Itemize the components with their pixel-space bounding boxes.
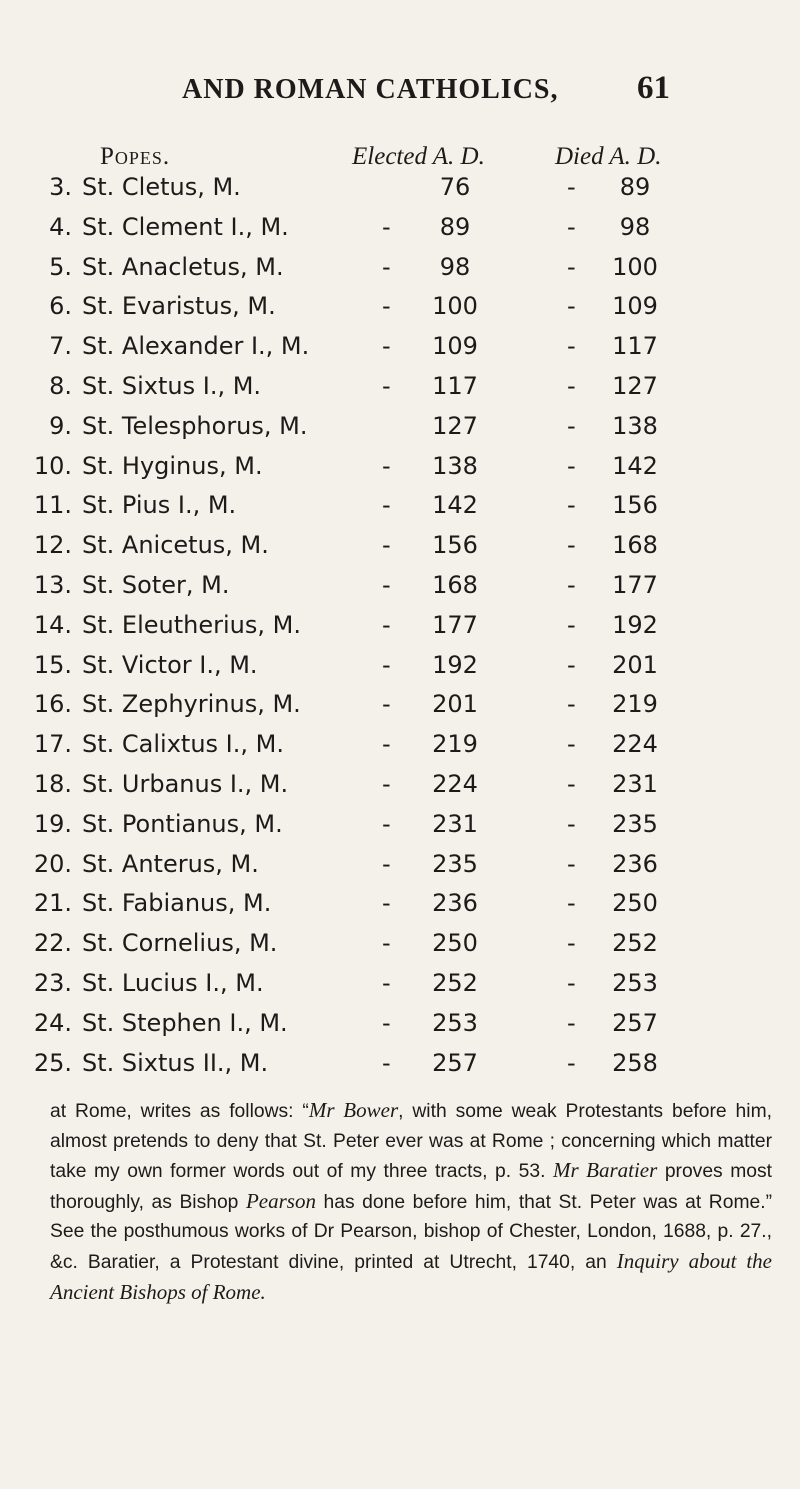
separator-dash: - — [567, 173, 576, 201]
pope-number: 19. — [33, 809, 72, 838]
note-text: has done before him, that St. Peter was at Rome.” See the posthumous works of Dr Pearson, bishop of Chester, London, 1688, p. 27., &c. Baratier, a Protestant divine, printed at Utrecht, 1740, an — [50, 1191, 773, 1273]
separator-dash: - — [567, 252, 576, 281]
table-row — [0, 328, 800, 368]
pope-name: St. Stephen I., M. — [82, 1008, 288, 1037]
table-row — [0, 846, 800, 886]
pope-number: 9. — [49, 411, 72, 440]
table-row — [0, 726, 800, 766]
died-year: 109 — [612, 292, 658, 321]
table-row — [0, 368, 800, 408]
table-row — [0, 209, 800, 249]
note-text: at Rome, writes as follows: “ — [50, 1101, 309, 1122]
elected-year: 100 — [432, 292, 478, 321]
pope-name: St. Anterus, M. — [82, 849, 259, 878]
pope-number: 21. — [33, 889, 72, 918]
died-year: 257 — [612, 1008, 658, 1037]
pope-number: 13. — [33, 570, 72, 599]
separator-dash: - — [567, 889, 576, 918]
separator-dash: - — [567, 411, 576, 440]
elected-year: 236 — [432, 889, 478, 918]
column-header-popes: Popes. — [100, 143, 171, 170]
table-row — [0, 806, 800, 846]
page-header — [0, 70, 800, 110]
pope-name: St. Sixtus I., M. — [82, 371, 262, 400]
pope-number: 6. — [49, 292, 72, 321]
pope-number: 4. — [49, 212, 72, 241]
died-year: 201 — [612, 650, 658, 679]
leader-dash: - — [382, 531, 391, 560]
died-year: 127 — [612, 371, 658, 400]
elected-year: 257 — [432, 1048, 478, 1077]
note-italic: Inquiry about the Ancient Bishops of Rome. — [50, 1248, 773, 1304]
pope-number: 20. — [33, 849, 72, 878]
leader-dash: - — [382, 371, 391, 400]
note-italic: Mr Baratier — [553, 1158, 658, 1183]
died-year: 258 — [612, 1048, 658, 1077]
pope-number: 23. — [33, 968, 72, 997]
pope-number: 15. — [33, 650, 72, 679]
pope-number: 14. — [33, 610, 72, 639]
elected-year: 127 — [432, 411, 478, 440]
separator-dash: - — [567, 451, 576, 480]
separator-dash: - — [567, 1008, 576, 1037]
table-row — [0, 965, 800, 1005]
table-row — [0, 169, 800, 209]
pope-name: St. Alexander I., M. — [82, 332, 310, 361]
leader-dash: - — [382, 1048, 391, 1077]
pope-number: 11. — [33, 491, 72, 520]
pope-name: St. Clement I., M. — [82, 212, 289, 241]
died-year: 224 — [612, 730, 658, 759]
table-row — [0, 1045, 800, 1085]
elected-year: 235 — [432, 849, 478, 878]
elected-year: 142 — [432, 491, 478, 520]
pope-name: St. Urbanus I., M. — [82, 769, 289, 798]
pope-name: St. Telesphorus, M. — [82, 411, 308, 440]
table-row — [0, 288, 800, 328]
table-row — [0, 607, 800, 647]
elected-year: 109 — [432, 332, 478, 361]
pope-name: St. Evaristus, M. — [82, 292, 276, 321]
died-year: 231 — [612, 769, 658, 798]
pope-name: St. Cletus, M. — [82, 173, 241, 201]
died-year: 253 — [612, 968, 658, 997]
separator-dash: - — [567, 212, 576, 241]
table-row — [0, 925, 800, 965]
separator-dash: - — [567, 690, 576, 719]
elected-year: 252 — [432, 968, 478, 997]
leader-dash: - — [382, 889, 391, 918]
leader-dash: - — [382, 252, 391, 281]
footnote-paragraph — [50, 1096, 772, 1308]
died-year: 156 — [612, 491, 658, 520]
pope-name: St. Anacletus, M. — [82, 252, 284, 281]
pope-name: St. Cornelius, M. — [82, 929, 278, 958]
elected-year: 224 — [432, 769, 478, 798]
pope-name: St. Soter, M. — [82, 570, 230, 599]
separator-dash: - — [567, 849, 576, 878]
pope-number: 24. — [33, 1008, 72, 1037]
separator-dash: - — [567, 929, 576, 958]
leader-dash: - — [382, 968, 391, 997]
died-year: 192 — [612, 610, 658, 639]
died-year: 177 — [612, 570, 658, 599]
separator-dash: - — [567, 730, 576, 759]
table-row — [0, 766, 800, 806]
separator-dash: - — [567, 570, 576, 599]
separator-dash: - — [567, 610, 576, 639]
pope-name: St. Eleutherius, M. — [82, 610, 301, 639]
column-header-died: Died A. D. — [555, 143, 662, 170]
died-year: 168 — [612, 531, 658, 560]
elected-year: 250 — [432, 929, 478, 958]
pope-name: St. Anicetus, M. — [82, 531, 269, 560]
separator-dash: - — [567, 809, 576, 838]
leader-dash: - — [382, 650, 391, 679]
table-row — [0, 1005, 800, 1045]
pope-number: 7. — [49, 332, 72, 361]
died-year: 89 — [619, 173, 651, 201]
elected-year: 231 — [432, 809, 478, 838]
pope-number: 16. — [33, 690, 72, 719]
note-text: proves most thoroughly, as Bishop — [50, 1161, 773, 1213]
column-header-elected: Elected A. D. — [352, 143, 485, 170]
died-year: 235 — [612, 809, 658, 838]
died-year: 219 — [612, 690, 658, 719]
note-text: , with some weak Protestants before him, almost pretends to deny that St. Peter ever was at Rome ; concerning which matter take my own former words out of my three tracts, p. 53. — [50, 1101, 772, 1183]
note-italic: Mr Bower — [308, 1098, 399, 1122]
separator-dash: - — [567, 769, 576, 798]
pope-number: 5. — [49, 252, 72, 281]
pope-name: St. Victor I., M. — [82, 650, 258, 679]
leader-dash: - — [382, 292, 391, 321]
died-year: 117 — [612, 332, 658, 361]
died-year: 250 — [612, 889, 658, 918]
table-row — [0, 567, 800, 607]
leader-dash: - — [382, 730, 391, 759]
table-row — [0, 885, 800, 925]
page-number: 61 — [637, 70, 670, 106]
table-row — [0, 448, 800, 488]
pope-name: St. Lucius I., M. — [82, 968, 264, 997]
pope-name: St. Sixtus II., M. — [82, 1048, 269, 1077]
separator-dash: - — [567, 650, 576, 679]
pope-number: 3. — [49, 173, 72, 201]
elected-year: 253 — [432, 1008, 478, 1037]
leader-dash: - — [382, 451, 391, 480]
leader-dash: - — [382, 769, 391, 798]
pope-name: St. Pius I., M. — [82, 491, 237, 520]
separator-dash: - — [567, 371, 576, 400]
pope-number: 25. — [33, 1048, 72, 1077]
note-italic: Pearson — [245, 1188, 316, 1213]
running-title: AND ROMAN CATHOLICS, — [182, 74, 559, 105]
pope-name: St. Fabianus, M. — [82, 889, 272, 918]
popes-table — [0, 169, 800, 1084]
died-year: 142 — [612, 451, 658, 480]
elected-year: 138 — [432, 451, 478, 480]
leader-dash: - — [382, 1008, 391, 1037]
died-year: 252 — [612, 929, 658, 958]
pope-number: 12. — [33, 531, 72, 560]
table-row — [0, 408, 800, 448]
pope-number: 22. — [33, 929, 72, 958]
pope-name: St. Hyginus, M. — [82, 451, 263, 480]
died-year: 100 — [612, 252, 658, 281]
elected-year: 117 — [432, 371, 478, 400]
elected-year: 201 — [432, 690, 478, 719]
table-row — [0, 249, 800, 289]
elected-year: 168 — [432, 570, 478, 599]
elected-year: 76 — [439, 173, 471, 201]
separator-dash: - — [567, 292, 576, 321]
table-row — [0, 686, 800, 726]
pope-name: St. Calixtus I., M. — [82, 730, 284, 759]
pope-name: St. Pontianus, M. — [82, 809, 283, 838]
elected-year: 98 — [439, 252, 471, 281]
elected-year: 156 — [432, 531, 478, 560]
pope-number: 17. — [33, 730, 72, 759]
table-row — [0, 647, 800, 687]
table-row — [0, 487, 800, 527]
leader-dash: - — [382, 849, 391, 878]
leader-dash: - — [382, 690, 391, 719]
leader-dash: - — [382, 212, 391, 241]
leader-dash: - — [382, 491, 391, 520]
leader-dash: - — [382, 570, 391, 599]
separator-dash: - — [567, 332, 576, 361]
died-year: 138 — [612, 411, 658, 440]
separator-dash: - — [567, 968, 576, 997]
pope-name: St. Zephyrinus, M. — [82, 690, 301, 719]
elected-year: 192 — [432, 650, 478, 679]
died-year: 98 — [619, 212, 651, 241]
separator-dash: - — [567, 491, 576, 520]
died-year: 236 — [612, 849, 658, 878]
leader-dash: - — [382, 610, 391, 639]
table-row — [0, 527, 800, 567]
separator-dash: - — [567, 1048, 576, 1077]
elected-year: 219 — [432, 730, 478, 759]
pope-number: 8. — [49, 371, 72, 400]
pope-number: 18. — [33, 769, 72, 798]
elected-year: 89 — [439, 212, 471, 241]
elected-year: 177 — [432, 610, 478, 639]
leader-dash: - — [382, 332, 391, 361]
separator-dash: - — [567, 531, 576, 560]
pope-number: 10. — [33, 451, 72, 480]
leader-dash: - — [382, 809, 391, 838]
leader-dash: - — [382, 929, 391, 958]
